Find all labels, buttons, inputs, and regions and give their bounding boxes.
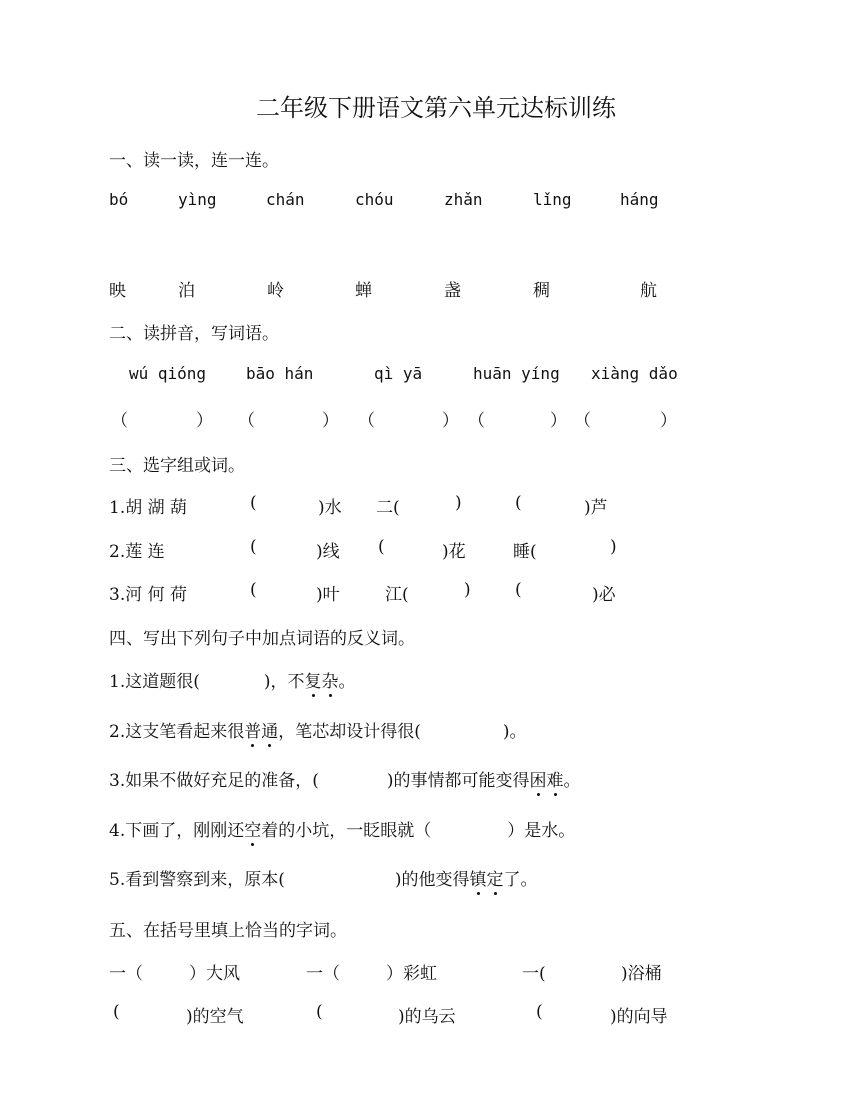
s4-q2-part-d: )。 <box>502 722 527 742</box>
s4-q1-dotted-1: 复 <box>305 667 322 692</box>
s4-q4-part-a: 4.下画了，刚刚还 <box>109 821 245 841</box>
s3-row2-item4[interactable]: )花 <box>442 542 466 562</box>
s5-row1-item2[interactable]: ）大风 <box>189 964 240 984</box>
pinyin-word-5: xiàng dǎo <box>591 364 678 383</box>
s5-row1-item4[interactable]: ）彩虹 <box>386 964 437 984</box>
answer-close-2[interactable]: ） <box>322 411 339 431</box>
answer-close-5[interactable]: ） <box>660 411 677 431</box>
s3-row3-item2[interactable]: )叶 <box>316 585 340 605</box>
s3-row2-item6[interactable]: ) <box>610 537 617 557</box>
s4-q1-part-b: )，不 <box>263 672 305 692</box>
s4-q1-part-d: 。 <box>338 672 356 692</box>
s3-row3-item4[interactable]: ) <box>464 580 471 600</box>
s5-row2-item5[interactable]: ( <box>536 1002 543 1022</box>
s3-row3-item5[interactable]: ( <box>515 580 522 600</box>
pinyin-word-4: huān yíng <box>473 364 560 383</box>
s4-q3-part-d: 。 <box>563 771 581 791</box>
pinyin-6: lǐng <box>533 190 572 209</box>
s4-q4-part-b: 着的小坑，一眨眼就（ <box>261 821 432 841</box>
s5-row1-item1[interactable]: 一（ <box>109 964 143 984</box>
answer-close-3[interactable]: ） <box>442 411 459 431</box>
char-7: 航 <box>640 281 657 301</box>
section-1-heading: 一、读一读，连一连。 <box>109 151 279 171</box>
s3-row1-item1[interactable]: ( <box>250 493 257 513</box>
answer-open-3[interactable]: （ <box>358 411 375 431</box>
s4-sentence-1 <box>109 667 356 692</box>
pinyin-4: chóu <box>355 190 394 209</box>
s5-row1-item3[interactable]: 一（ <box>306 964 340 984</box>
s5-row1-item5[interactable]: 一( <box>522 964 546 984</box>
answer-close-1[interactable]: ） <box>196 411 213 431</box>
pinyin-1: bó <box>109 190 129 209</box>
pinyin-5: zhǎn <box>444 190 483 209</box>
s3-row2-item5[interactable]: 睡( <box>513 542 537 562</box>
answer-open-2[interactable]: （ <box>238 411 255 431</box>
char-5: 盏 <box>444 281 461 301</box>
s4-q5-part-a: 5.看到警察到来，原本( <box>109 870 285 890</box>
pinyin-word-3: qì yā <box>374 364 423 383</box>
s3-row2-item1[interactable]: ( <box>250 537 257 557</box>
s3-row3-group: 3.河 何 荷 <box>109 585 188 605</box>
answer-open-5[interactable]: （ <box>574 411 591 431</box>
s3-row3-item3[interactable]: 江( <box>385 585 409 605</box>
s3-row2-item2[interactable]: )线 <box>316 542 340 562</box>
s3-row1-item3[interactable]: 二( <box>376 498 400 518</box>
char-3: 岭 <box>267 281 284 301</box>
char-2: 泊 <box>178 281 195 301</box>
s4-q1-part-a: 1.这道题很( <box>109 672 200 692</box>
s4-q3-part-b: )的事情都可能变得 <box>386 771 530 791</box>
pinyin-word-2: bāo hán <box>246 364 314 383</box>
s4-q4-dotted-1: 空 <box>244 816 261 841</box>
page-title: 二年级下册语文第六单元达标训练 <box>256 94 616 122</box>
s3-row1-group: 1.胡 湖 葫 <box>109 498 188 518</box>
pinyin-2: yìng <box>178 190 217 209</box>
s3-row3-item1[interactable]: ( <box>250 580 257 600</box>
char-4: 蝉 <box>355 281 372 301</box>
section-5-heading: 五、在括号里填上恰当的字词。 <box>109 921 347 941</box>
s4-sentence-5 <box>109 865 538 890</box>
s4-q4-part-d: ）是水。 <box>507 821 576 841</box>
s3-row3-item6[interactable]: )必 <box>592 585 616 605</box>
answer-open-1[interactable]: （ <box>111 411 128 431</box>
s4-q3-dotted-1: 困 <box>530 766 547 791</box>
s4-q2-part-a: 2.这支笔看起来很 <box>109 722 245 742</box>
pinyin-3: chán <box>266 190 305 209</box>
s4-q5-part-d: 了。 <box>503 870 538 890</box>
s4-sentence-4 <box>109 816 575 841</box>
pinyin-7: háng <box>620 190 659 209</box>
s5-row2-item1[interactable]: ( <box>113 1002 120 1022</box>
s4-q5-dotted-1: 镇 <box>470 865 487 890</box>
s4-q2-dotted-1: 普 <box>244 717 261 742</box>
s5-row2-item4[interactable]: )的乌云 <box>398 1007 456 1027</box>
s3-row1-item4[interactable]: ) <box>455 493 462 513</box>
s3-row1-item5[interactable]: ( <box>515 493 522 513</box>
s4-q1-dotted-2: 杂 <box>322 667 339 692</box>
char-6: 稠 <box>533 281 550 301</box>
answer-open-4[interactable]: （ <box>468 411 485 431</box>
s3-row2-item3[interactable]: ( <box>378 537 385 557</box>
s5-row2-item2[interactable]: )的空气 <box>186 1007 244 1027</box>
s5-row1-item6[interactable]: )浴桶 <box>621 964 662 984</box>
s3-row1-item6[interactable]: )芦 <box>584 498 608 518</box>
section-2-heading: 二、读拼音，写词语。 <box>109 324 279 344</box>
s4-q5-part-b: )的他变得 <box>394 870 470 890</box>
section-3-heading: 三、选字组或词。 <box>109 456 245 476</box>
s5-row2-item3[interactable]: ( <box>316 1002 323 1022</box>
pinyin-word-1: wú qióng <box>129 364 207 383</box>
s3-row1-item2[interactable]: )水 <box>318 498 342 518</box>
s4-q2-dotted-2: 通 <box>261 717 278 742</box>
s4-q3-dotted-2: 难 <box>547 766 564 791</box>
s4-sentence-3 <box>109 766 581 791</box>
char-1: 映 <box>109 281 126 301</box>
s4-q5-dotted-2: 定 <box>487 865 504 890</box>
section-4-heading: 四、写出下列句子中加点词语的反义词。 <box>109 629 415 649</box>
s5-row2-item6[interactable]: )的向导 <box>610 1007 668 1027</box>
answer-close-4[interactable]: ） <box>550 411 567 431</box>
s4-q3-part-a: 3.如果不做好充足的准备，( <box>109 771 319 791</box>
s4-sentence-2 <box>109 717 527 742</box>
s4-q2-part-b: ，笔芯却设计得很( <box>278 722 421 742</box>
s3-row2-group: 2.莲 连 <box>109 542 165 562</box>
